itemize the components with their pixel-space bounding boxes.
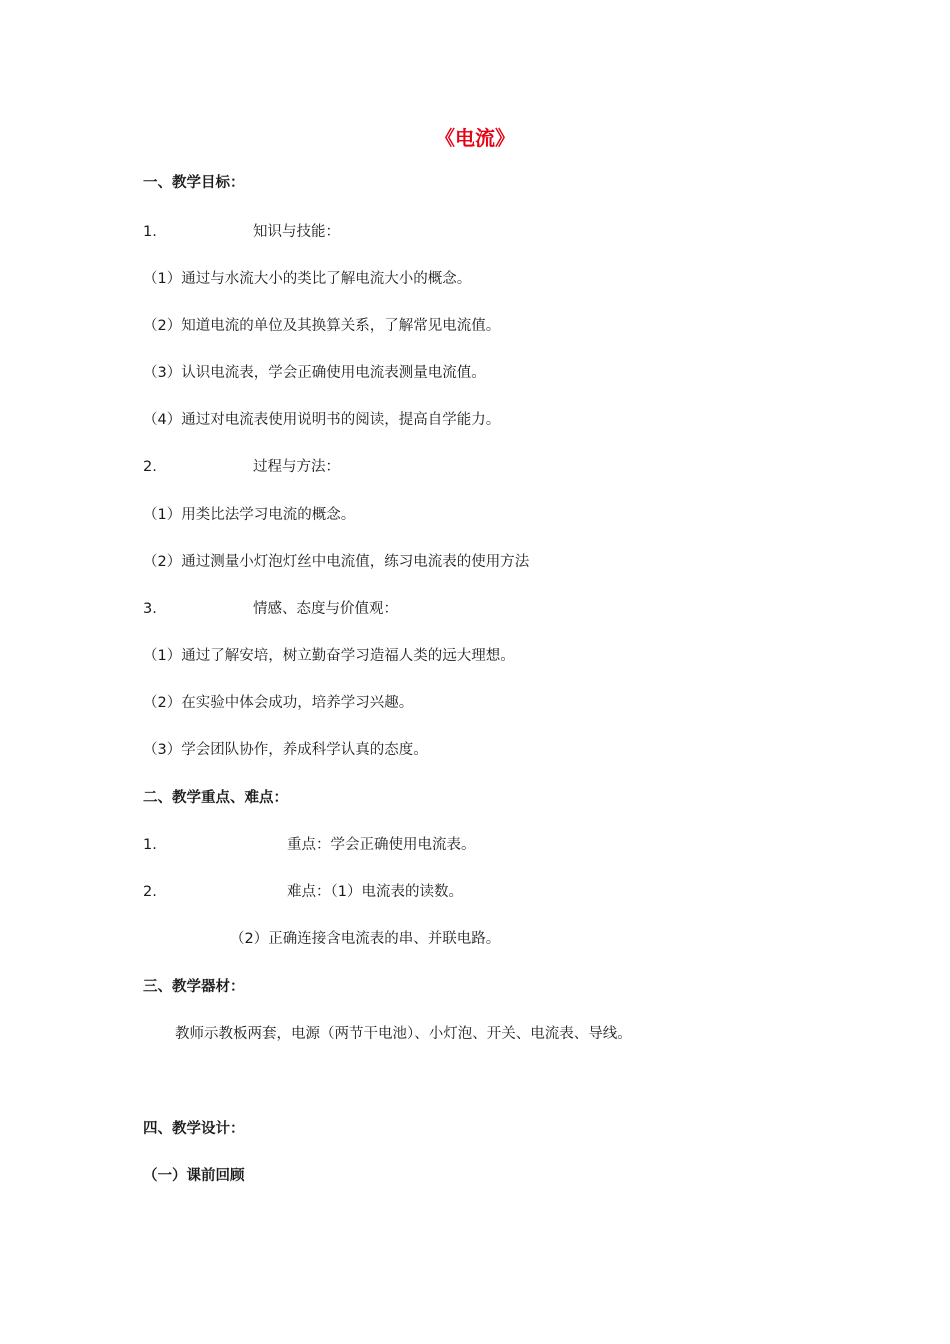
- list-number: 2.: [143, 884, 157, 900]
- list-number: 1.: [143, 224, 157, 240]
- section-heading-key-points: 二、教学重点、难点：: [143, 790, 288, 806]
- section-heading-objectives: 一、教学目标：: [143, 175, 245, 191]
- list-item-label: 情感、态度与价值观：: [253, 601, 398, 617]
- section-heading-equipment: 三、教学器材：: [143, 979, 245, 995]
- list-item: （2）通过测量小灯泡灯丝中电流值，练习电流表的使用方法: [143, 554, 530, 570]
- list-item: （3）认识电流表，学会正确使用电流表测量电流值。: [143, 365, 486, 381]
- document-title: 《电流》: [435, 126, 515, 150]
- list-item-label: 过程与方法：: [253, 459, 340, 475]
- list-item: （2）知道电流的单位及其换算关系，了解常见电流值。: [143, 318, 501, 334]
- list-number: 2.: [143, 459, 157, 475]
- list-item-label: 难点：（1）电流表的读数。: [287, 884, 463, 900]
- list-item-label: 知识与技能：: [253, 224, 340, 240]
- list-item: （2）在实验中体会成功，培养学习兴趣。: [143, 695, 414, 711]
- list-item-continuation: （2）正确连接含电流表的串、并联电路。: [230, 931, 501, 947]
- section-heading-design: 四、教学设计：: [143, 1121, 245, 1137]
- list-item: （3）学会团队协作，养成科学认真的态度。: [143, 742, 428, 758]
- list-item: （1）用类比法学习电流的概念。: [143, 507, 356, 523]
- list-item-label: 重点：学会正确使用电流表。: [287, 837, 476, 853]
- list-item: （1）通过了解安培，树立勤奋学习造福人类的远大理想。: [143, 648, 515, 664]
- subsection-heading-review: （一）课前回顾: [143, 1168, 245, 1184]
- list-item: （4）通过对电流表使用说明书的阅读，提高自学能力。: [143, 412, 501, 428]
- list-number: 1.: [143, 837, 157, 853]
- equipment-paragraph: 教师示教板两套，电源（两节干电池）、小灯泡、开关、电流表、导线。: [175, 1026, 632, 1042]
- list-number: 3.: [143, 601, 157, 617]
- list-item: （1）通过与水流大小的类比了解电流大小的概念。: [143, 271, 472, 287]
